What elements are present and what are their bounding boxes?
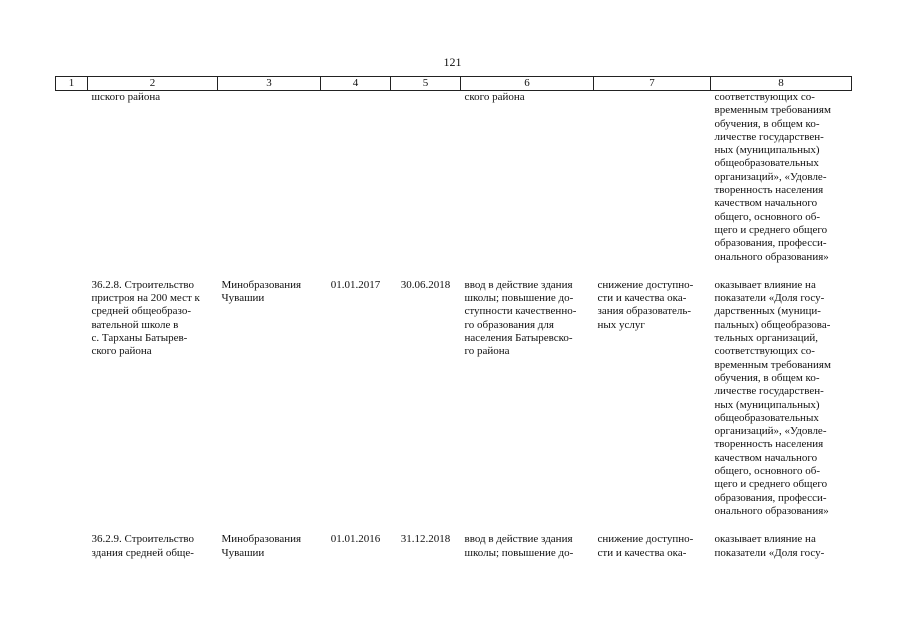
page-number: 121 [443,55,462,69]
executor-cell: Минобразования Чувашии [221,533,302,559]
column-header: 8 [711,77,852,91]
executor-cell: Минобразования Чувашии [221,278,302,305]
column-header: 7 [594,77,711,91]
measure-name-cell: 36.2.8. Строительство пристроя на 200 мест к средней общеобразо- вательной школе в с. Тарханы Батырев- ского района [91,278,200,358]
consequences-cell: снижение доступно- сти и качества ока- [597,533,694,559]
start-date-cell: 01.01.2016 [330,533,381,546]
column-header: 6 [461,77,594,91]
start-date-cell [321,91,391,264]
end-date-cell: 31.12.2018 [400,533,451,546]
column-header: 4 [321,77,391,91]
column-header: 5 [391,77,461,91]
row-number-cell [56,91,88,264]
start-date-cell: 01.01.2017 [330,278,381,291]
indicator-link-cell: соответствующих со- временным требованиям обучения, в общем ко- личестве государствен- ных (муниципальных) общеобразовательных организаций», «Удовле- творенность населения качеством начального общего, основного об- щего и среднего общего образования, професси- онального образования» [714,91,831,263]
column-header: 2 [88,77,218,91]
spacer-cell [56,264,852,279]
spacer-cell [56,518,852,533]
indicator-link-cell: оказывает влияние на показатели «Доля госу- [714,533,825,559]
row-number-cell [56,279,88,518]
column-header: 3 [218,77,321,91]
consequences-cell [594,91,711,264]
column-number-header [56,77,852,91]
end-date-cell [391,91,461,264]
expected-result-cell: ввод в действие здания школы; повышение до- [464,533,574,559]
expected-result-cell: ского района [464,91,525,103]
column-header: 1 [56,77,88,91]
row-spacer [56,264,852,279]
table-row [56,533,852,560]
measures-table [55,76,852,560]
table-row [56,91,852,264]
measure-name-cell: 36.2.9. Строительство здания средней обще- [91,533,195,559]
measure-name-cell: шского района [91,91,161,103]
expected-result-cell: ввод в действие здания школы; повышение до- ступности качественно- го образования для населения Батыревско- го района [464,278,577,358]
table-row [56,279,852,518]
executor-cell [218,91,321,264]
row-spacer [56,518,852,533]
indicator-link-cell: оказывает влияние на показатели «Доля госу- дарственных (муници- пальных) общеобразова- тельных организаций, соответствующих со- временным требованиям обучения, в общем ко- личестве государствен- ных (муниципальных) общеобразовательных организаций», «Удовле- творенность населения качеством начального общего, основного об- щего и среднего общего образования, професси- онального образования» [714,278,831,517]
row-number-cell [56,533,88,560]
end-date-cell: 30.06.2018 [400,278,451,291]
consequences-cell: снижение доступно- сти и качества ока- зания образователь- ных услуг [597,278,694,331]
